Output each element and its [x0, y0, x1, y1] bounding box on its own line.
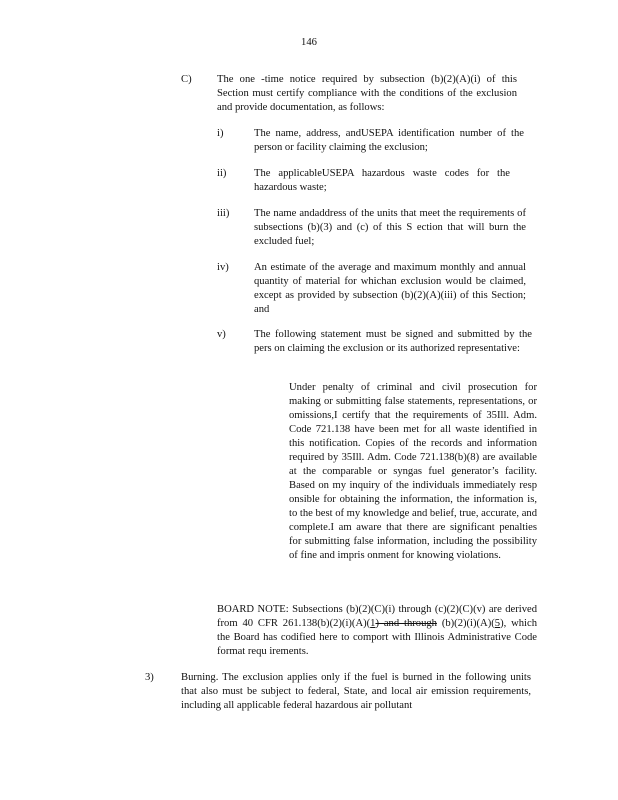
page-number: 146 [301, 37, 317, 48]
board-note [217, 603, 537, 659]
board-note-inserted-1: 1 [370, 618, 376, 629]
item-v-label: v) [217, 329, 226, 340]
certification-statement: Under penalty of criminal and civil prosecution for making or submitting false statements, representations, or omissions,I certify that the requirements of 35Ill. Adm. Code 721.138 have been met for all waste identified in this notification. Copies of the records and information required by 35Ill. Adm. Code 721.138(b)(8) are available at the comparable or syngas fuel generator’s facility. Based on my inquiry of the individuals immediately resp onsible for obtaining the information, the information is, to the best of my knowledge and belief, true, accurate, and complete.I am aware that there are significant penalties for submitting false information, including the possibility of fine and impris onment for knowing violations. [289, 382, 537, 561]
section-3-text: Burning. The exclusion applies only if the fuel is burned in the following units that also must be subject to federal, State, and local air emission requirements, including all applicable federal hazardous air pollutant [181, 672, 531, 711]
section-c-label: C) [181, 74, 192, 85]
board-note-inserted-2: 5 [494, 618, 501, 629]
board-note-deleted: ) and [375, 618, 404, 629]
item-iii-label: iii) [217, 208, 230, 219]
section-3-label: 3) [145, 672, 154, 683]
item-iii-text: The name andaddress of the units that meet the requirements of subsections (b)(3) and (c) of this S ection that will burn the excluded fuel; [254, 208, 526, 247]
board-note-part-1: BOARD NOTE: Subsections (b)(2)(C)(i) through (c)(2)(C)(v) are derived from 40 CFR 261.138(b)(2)(i)(A)( [217, 604, 537, 629]
item-ii-label: ii) [217, 168, 227, 179]
board-note-part-2: (b)(2)(i)(A)( [436, 618, 495, 629]
item-i-label: i) [217, 128, 224, 139]
board-note-part-3: ), which the Board has codified here to comport with Illinois Administrative Code format requ irements. [217, 618, 537, 657]
section-c-text: The one -time notice required by subsection (b)(2)(A)(i) of this Section must certify compliance with the conditions of the exclusion and provide documentation, as follows: [217, 74, 517, 113]
board-note-deleted-2: through [404, 618, 437, 629]
item-ii-text: The applicableUSEPA hazardous waste codes for the hazardous waste; [254, 168, 510, 193]
item-v-text: The following statement must be signed and submitted by the pers on claiming the exclusion or its authorized representative: [254, 329, 532, 354]
item-i-text: The name, address, andUSEPA identification number of the person or facility claiming the exclusion; [254, 128, 524, 153]
item-iv-label: iv) [217, 262, 229, 273]
item-iv-text: An estimate of the average and maximum monthly and annual quantity of material for whichan exclusion would be claimed, except as provided by subsection (b)(2)(A)(iii) of this Section; and [254, 262, 526, 315]
